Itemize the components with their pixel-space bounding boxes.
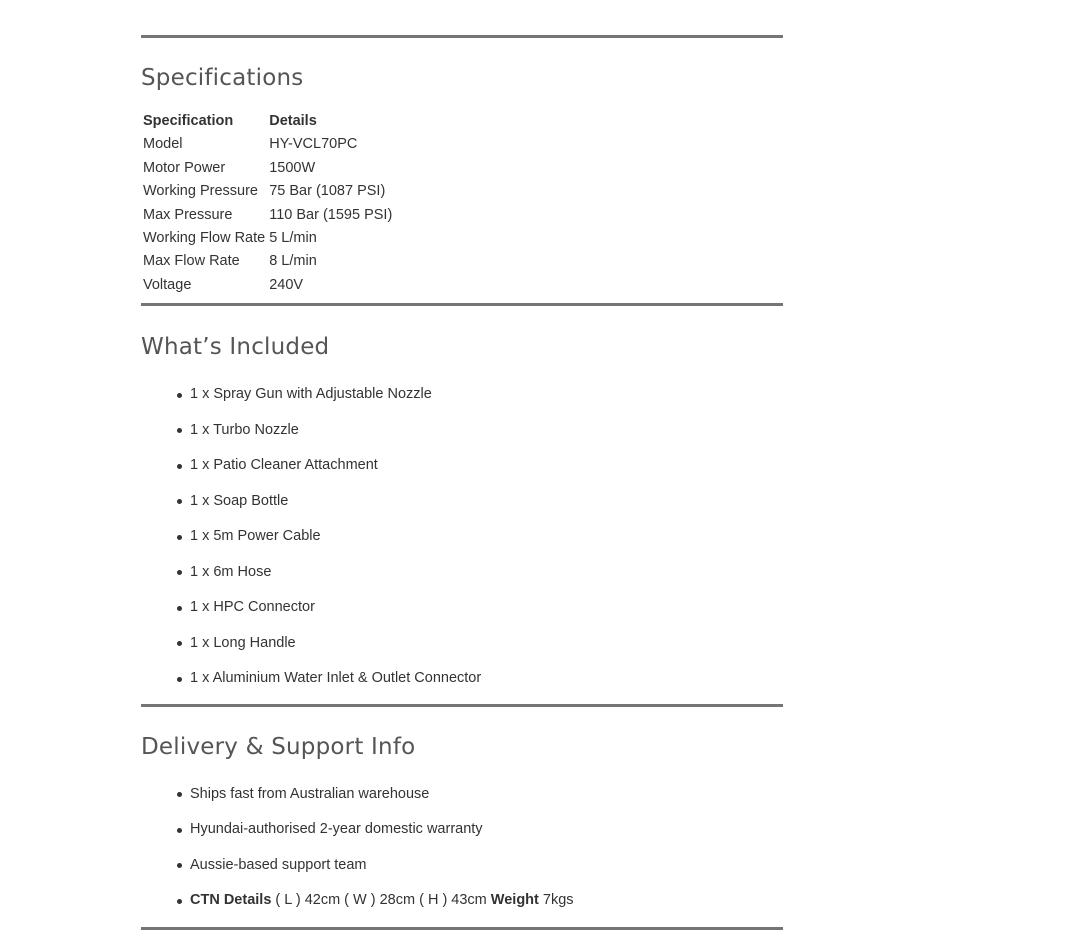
- table-row: [143, 204, 392, 227]
- spec-value: 5 L/min: [269, 230, 317, 247]
- section-divider: [141, 927, 783, 930]
- list-item: [177, 812, 783, 848]
- whats-included-list: [141, 377, 783, 697]
- bullet-icon: [177, 899, 182, 904]
- list-item: [177, 848, 783, 884]
- spec-name: Voltage: [143, 276, 192, 293]
- list-item-text: 1 x HPC Connector: [190, 599, 315, 616]
- list-item-text: 1 x Aluminium Water Inlet & Outlet Connector: [190, 670, 482, 687]
- bullet-icon: [177, 393, 182, 398]
- spec-value: 240V: [269, 276, 304, 293]
- bullet-icon: [177, 499, 182, 504]
- spec-name: Max Pressure: [143, 206, 233, 223]
- spec-name: Motor Power: [143, 159, 226, 176]
- table-header-specification: Specification: [143, 113, 234, 129]
- list-item: [177, 590, 783, 626]
- list-item-text: Hyundai-authorised 2-year domestic warranty: [190, 821, 483, 838]
- list-item: [177, 448, 783, 484]
- bullet-icon: [177, 677, 182, 682]
- list-item: [177, 377, 783, 413]
- delivery-support-list: [141, 777, 783, 919]
- section-divider: [141, 303, 783, 306]
- bullet-icon: [177, 792, 182, 797]
- list-item-text: 1 x 6m Hose: [190, 563, 272, 580]
- table-row: [143, 227, 392, 250]
- weight-value: 7kgs: [542, 892, 574, 909]
- list-item-text: 1 x 5m Power Cable: [190, 528, 321, 545]
- list-item-text: 1 x Patio Cleaner Attachment: [190, 457, 378, 474]
- bullet-icon: [177, 428, 182, 433]
- spec-value: 110 Bar (1595 PSI): [269, 206, 393, 223]
- product-details: [141, 0, 783, 930]
- list-item: [177, 519, 783, 555]
- bullet-icon: [177, 863, 182, 868]
- table-row: [143, 180, 392, 203]
- spec-name: Model: [143, 136, 183, 153]
- bullet-icon: [177, 828, 182, 833]
- specifications-table: [143, 110, 392, 297]
- list-item: [177, 883, 783, 919]
- spec-value: HY-VCL70PC: [269, 136, 358, 153]
- section-divider: [141, 35, 783, 38]
- spec-value: 8 L/min: [269, 253, 317, 270]
- bullet-icon: [177, 570, 182, 575]
- table-row: [143, 274, 392, 297]
- table-header-row: [143, 110, 392, 133]
- list-item: [177, 555, 783, 591]
- spec-value: 1500W: [269, 159, 316, 176]
- specifications-heading: Specifications: [141, 65, 304, 91]
- list-item-text: 1 x Long Handle: [190, 634, 296, 651]
- spec-name: Max Flow Rate: [143, 253, 240, 270]
- spec-name: Working Flow Rate: [143, 230, 266, 247]
- section-divider: [141, 704, 783, 707]
- bullet-icon: [177, 606, 182, 611]
- spec-name: Working Pressure: [143, 183, 258, 200]
- table-row: [143, 133, 392, 156]
- delivery-support-heading: Delivery & Support Info: [141, 733, 416, 760]
- list-item-text: 1 x Soap Bottle: [190, 492, 289, 509]
- spec-value: 75 Bar (1087 PSI): [269, 183, 386, 200]
- bullet-icon: [177, 464, 182, 469]
- list-item: [177, 413, 783, 449]
- table-row: [143, 157, 392, 180]
- bullet-icon: [177, 535, 182, 540]
- bullet-icon: [177, 641, 182, 646]
- table-header-details: Details: [269, 113, 317, 129]
- list-item: [177, 626, 783, 662]
- list-item-text: 1 x Spray Gun with Adjustable Nozzle: [190, 386, 432, 403]
- list-item: [177, 777, 783, 813]
- ctn-details-label: CTN Details: [190, 892, 272, 909]
- list-item-text: Aussie-based support team: [190, 856, 367, 873]
- list-item: [177, 661, 783, 697]
- table-row: [143, 250, 392, 273]
- list-item-text: Ships fast from Australian warehouse: [190, 785, 430, 802]
- whats-included-heading: What’s Included: [141, 334, 330, 361]
- weight-label: Weight: [490, 892, 539, 909]
- list-item-text: 1 x Turbo Nozzle: [190, 421, 299, 438]
- ctn-dimensions: ( L ) 42cm ( W ) 28cm ( H ) 43cm: [275, 892, 487, 909]
- list-item: [177, 484, 783, 520]
